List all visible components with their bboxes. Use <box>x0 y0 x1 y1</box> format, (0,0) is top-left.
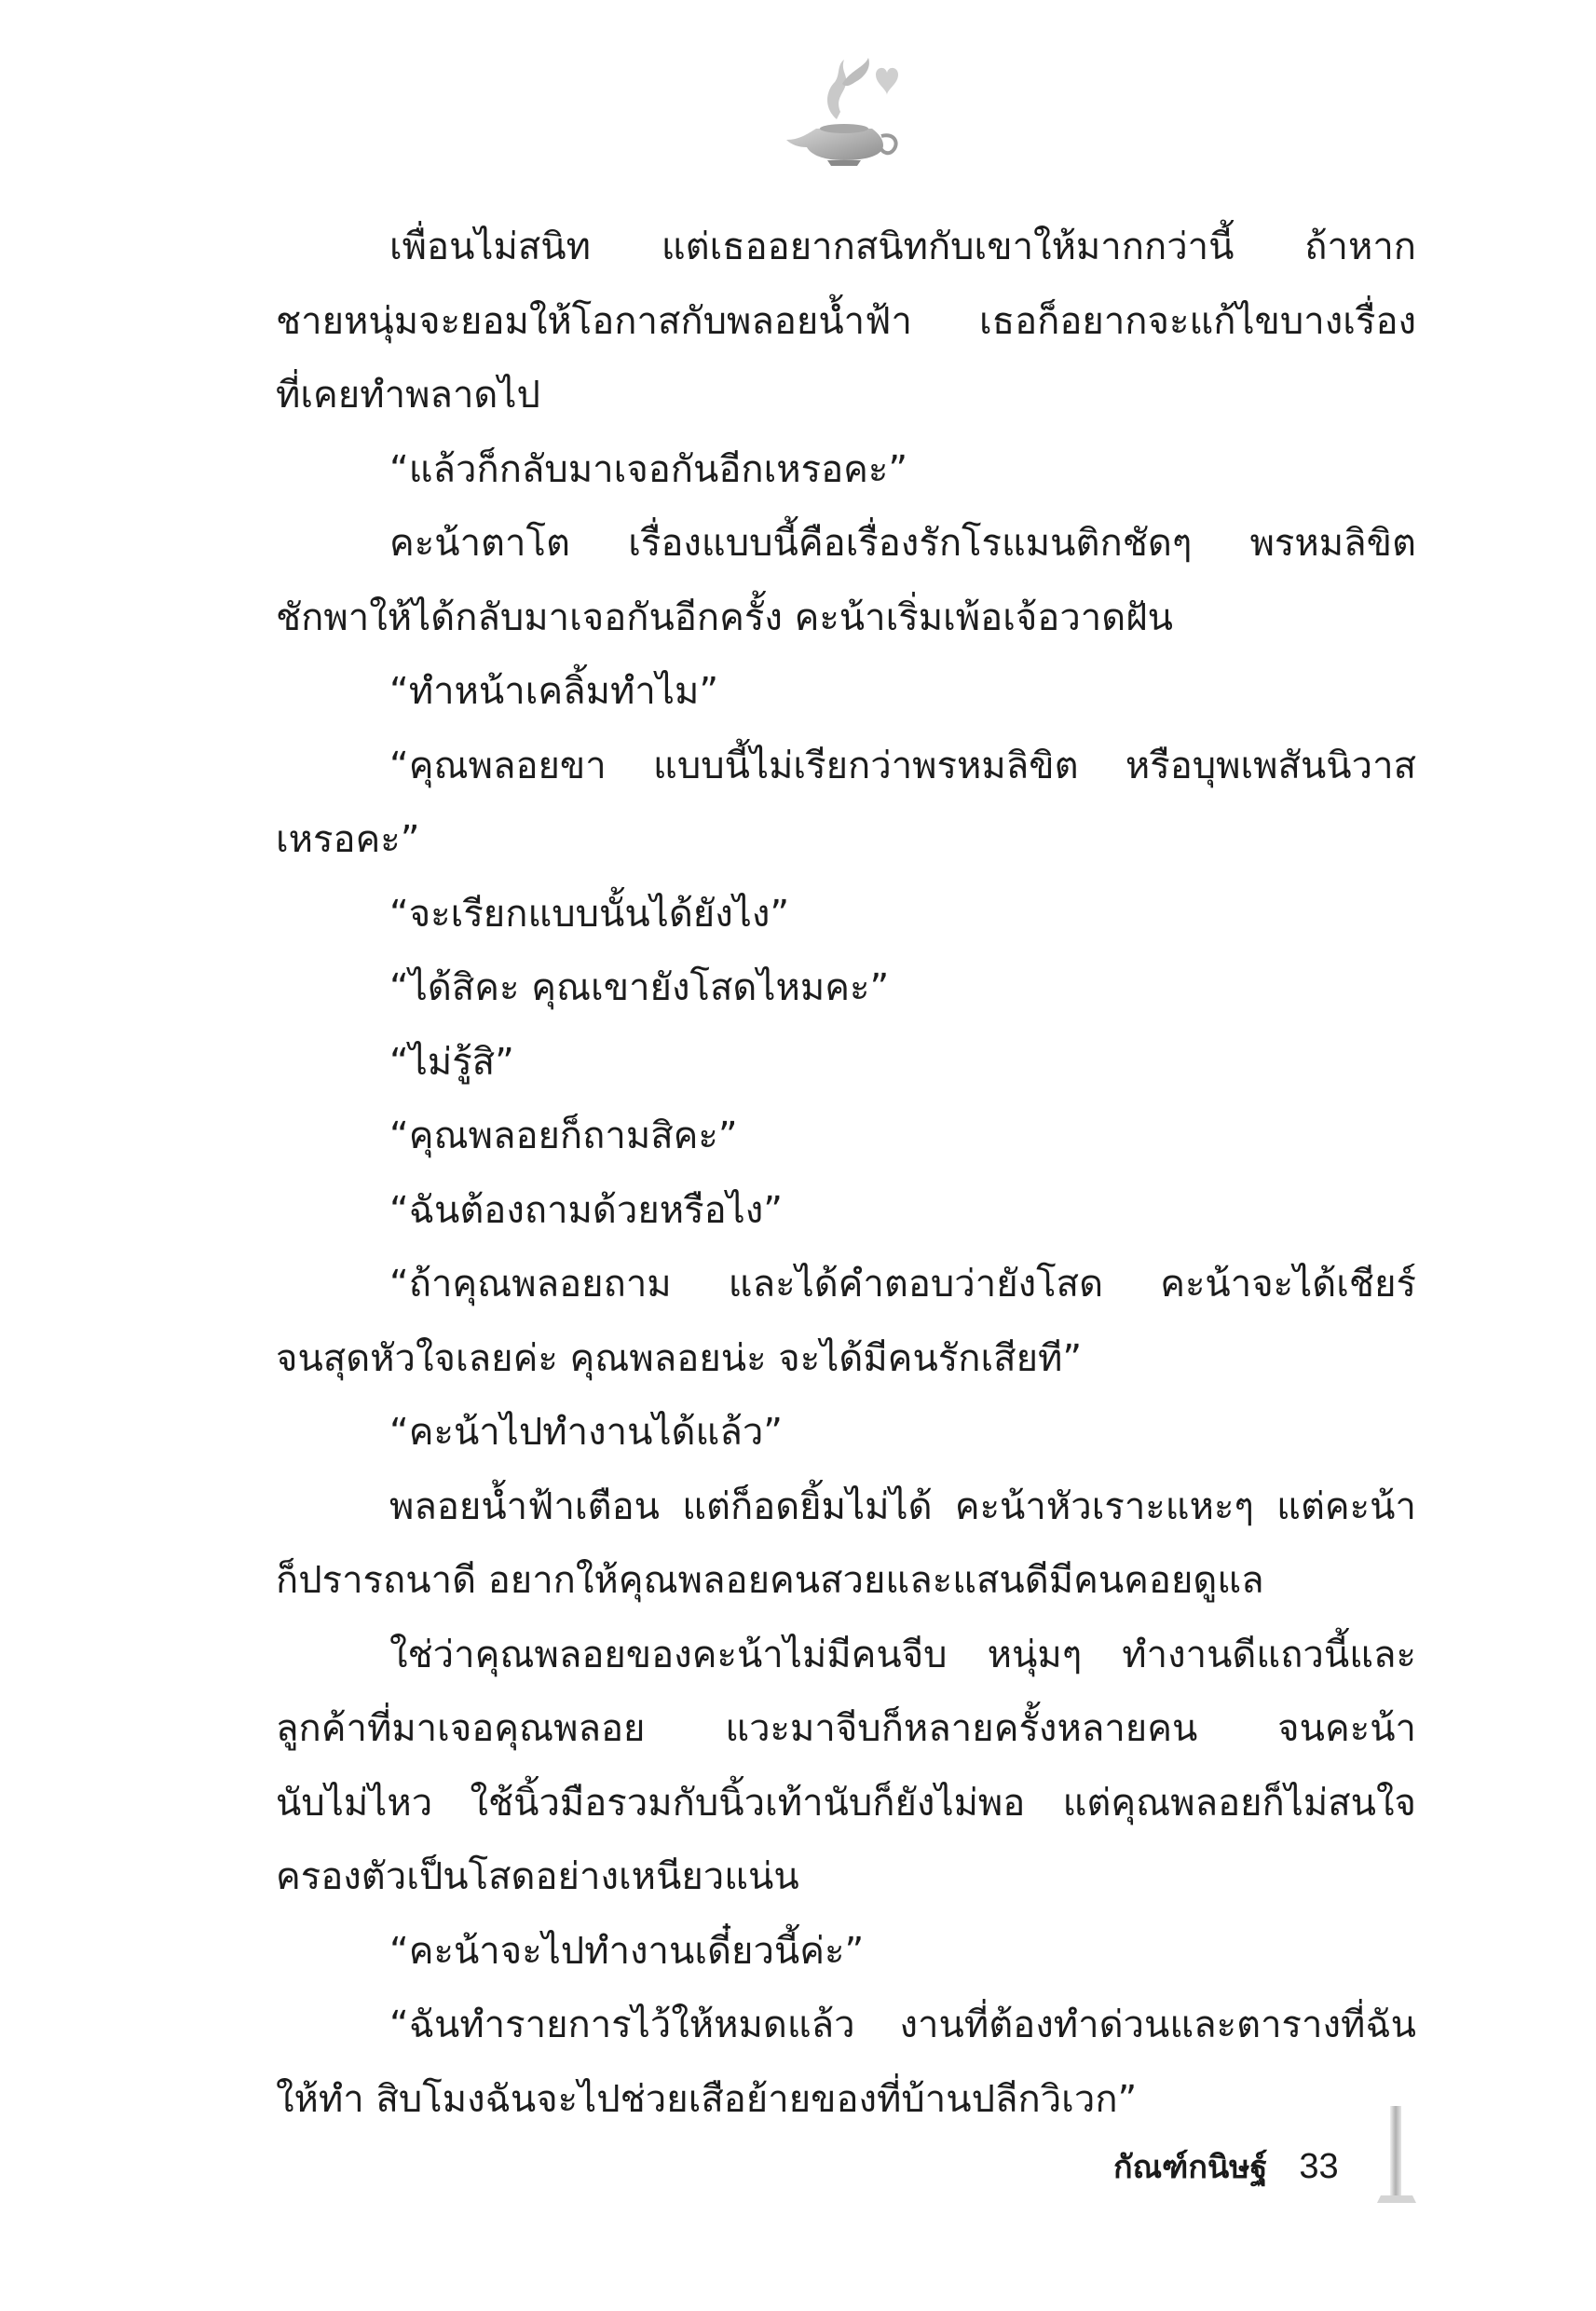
text-segment: จนสุดหัวใจเลยค่ะ คุณพลอยน่ะ จะได้มีคนรักเสียที” <box>276 1336 1083 1380</box>
text-segment: หรือบุพเพสันนิวาส <box>1125 744 1416 787</box>
text-segment: ใช่ว่าคุณพลอยของคะน้าไม่มีคนจีบ <box>389 1633 948 1676</box>
text-line <box>276 1767 1416 1841</box>
text-segment: “คะน้าไปทำงานได้แล้ว” <box>389 1411 784 1454</box>
text-segment: แวะมาจีบก็หลายครั้งหลายคน <box>725 1707 1198 1750</box>
text-segment: พรหมลิขิต <box>1249 522 1416 565</box>
text-segment: จนคะน้า <box>1277 1707 1416 1750</box>
text-line <box>276 1470 1416 1545</box>
page-number: 33 <box>1299 2146 1339 2186</box>
text-line <box>276 581 1416 656</box>
text-segment: งานที่ต้องทำด่วนและตารางที่ฉัน <box>899 2003 1416 2046</box>
text-segment: “คุณพลอยก็ถามสิคะ” <box>389 1114 738 1157</box>
text-segment: แต่คะน้า <box>1276 1484 1416 1528</box>
text-segment: แบบนี้ไม่เรียกว่าพรหมลิขิต <box>653 744 1079 787</box>
text-line <box>276 1174 1416 1249</box>
text-segment: “คุณพลอยขา <box>389 744 607 787</box>
text-segment: พลอยน้ำฟ้าเตือน <box>389 1484 660 1528</box>
text-segment: เหรอคะ” <box>276 818 420 861</box>
text-segment: นับไม่ไหว <box>276 1781 433 1825</box>
text-segment: แต่เธออยากสนิทกับเขาให้มากกว่านี้ <box>661 226 1235 268</box>
text-segment: เรื่องแบบนี้คือเรื่องรักโรแมนติกชัดๆ <box>628 522 1193 565</box>
text-line <box>276 803 1416 878</box>
text-segment: ลูกค้าที่มาเจอคุณพลอย <box>276 1707 646 1750</box>
text-line <box>276 1915 1416 1990</box>
text-segment: คะน้าตาโต <box>389 522 570 565</box>
body-text <box>276 211 1416 2137</box>
text-segment: “จะเรียกแบบนั้นได้ยังไง” <box>389 892 790 936</box>
text-line <box>276 1396 1416 1470</box>
text-segment: หนุ่มๆ <box>987 1633 1083 1676</box>
page-footer <box>1113 2139 1339 2195</box>
text-segment: “ไม่รู้สิ” <box>389 1040 514 1084</box>
text-line <box>276 1026 1416 1101</box>
text-segment: ที่เคยทำพลาดไป <box>276 374 540 417</box>
text-line <box>276 211 1416 285</box>
text-line <box>276 433 1416 508</box>
text-line <box>276 1840 1416 1915</box>
text-segment: คะน้าหัวเราะแหะๆ <box>954 1484 1254 1528</box>
text-segment: “ได้สิคะ คุณเขายังโสดไหมคะ” <box>389 966 890 1009</box>
text-segment: คะน้าจะได้เชียร์ <box>1160 1263 1416 1306</box>
text-segment: “คะน้าจะไปทำงานเดี๋ยวนี้ค่ะ” <box>389 1929 865 1973</box>
text-line <box>276 1692 1416 1767</box>
text-segment: ใช้นิ้วมือรวมกับนิ้วเท้านับก็ยังไม่พอ <box>470 1781 1026 1825</box>
text-segment: “แล้วก็กลับมาเจอกันอีกเหรอคะ” <box>389 447 908 491</box>
text-segment: “ทำหน้าเคลิ้มทำไม” <box>389 670 719 713</box>
text-line <box>276 1322 1416 1397</box>
text-line <box>276 1989 1416 2063</box>
text-line <box>276 359 1416 433</box>
text-segment: “ฉันทำรายการไว้ให้หมดแล้ว <box>389 2003 855 2046</box>
text-segment: ชักพาให้ได้กลับมาเจอกันอีกครั้ง คะน้าเริ่มเพ้อเจ้อวาดฝัน <box>276 595 1174 639</box>
text-segment: เธอก็อยากจะแก้ไขบางเรื่อง <box>979 299 1416 343</box>
text-line <box>276 1544 1416 1619</box>
text-line <box>276 878 1416 952</box>
text-segment: ชายหนุ่มจะยอมให้โอกาสกับพลอยน้ำฟ้า <box>276 299 912 343</box>
genie-lamp-ornament-icon <box>779 54 905 171</box>
text-segment: “ฉันต้องถามด้วยหรือไง” <box>389 1188 784 1232</box>
text-line <box>276 951 1416 1026</box>
text-line <box>276 730 1416 804</box>
text-line <box>276 2063 1416 2138</box>
text-line <box>276 507 1416 581</box>
text-segment: ครองตัวเป็นโสดอย่างเหนียวแน่น <box>276 1855 799 1898</box>
text-line <box>276 1100 1416 1174</box>
text-segment: แต่คุณพลอยก็ไม่สนใจ <box>1062 1781 1416 1825</box>
text-segment: ให้ทำ สิบโมงฉันจะไปช่วยเสือย้ายของที่บ้านปลีกวิเวก” <box>276 2077 1138 2121</box>
text-segment: ทำงานดีแถวนี้และ <box>1122 1633 1416 1676</box>
text-line <box>276 655 1416 730</box>
text-segment: แต่ก็อดยิ้มไม่ได้ <box>682 1484 933 1528</box>
page-edge-bar-icon <box>1377 2106 1416 2203</box>
text-line <box>276 1248 1416 1322</box>
text-segment: ก็ปรารถนาดี อยากให้คุณพลอยคนสวยและแสนดีมีคนคอยดูแล <box>276 1559 1264 1602</box>
text-line <box>276 1619 1416 1693</box>
text-segment: เพื่อนไม่สนิท <box>389 226 592 268</box>
footer-author: กัณฑ์กนิษฐ์ <box>1113 2149 1268 2186</box>
text-segment: และได้คำตอบว่ายังโสด <box>728 1263 1104 1306</box>
text-segment: ถ้าหาก <box>1304 226 1416 268</box>
text-line <box>276 285 1416 360</box>
text-segment: “ถ้าคุณพลอยถาม <box>389 1263 672 1306</box>
